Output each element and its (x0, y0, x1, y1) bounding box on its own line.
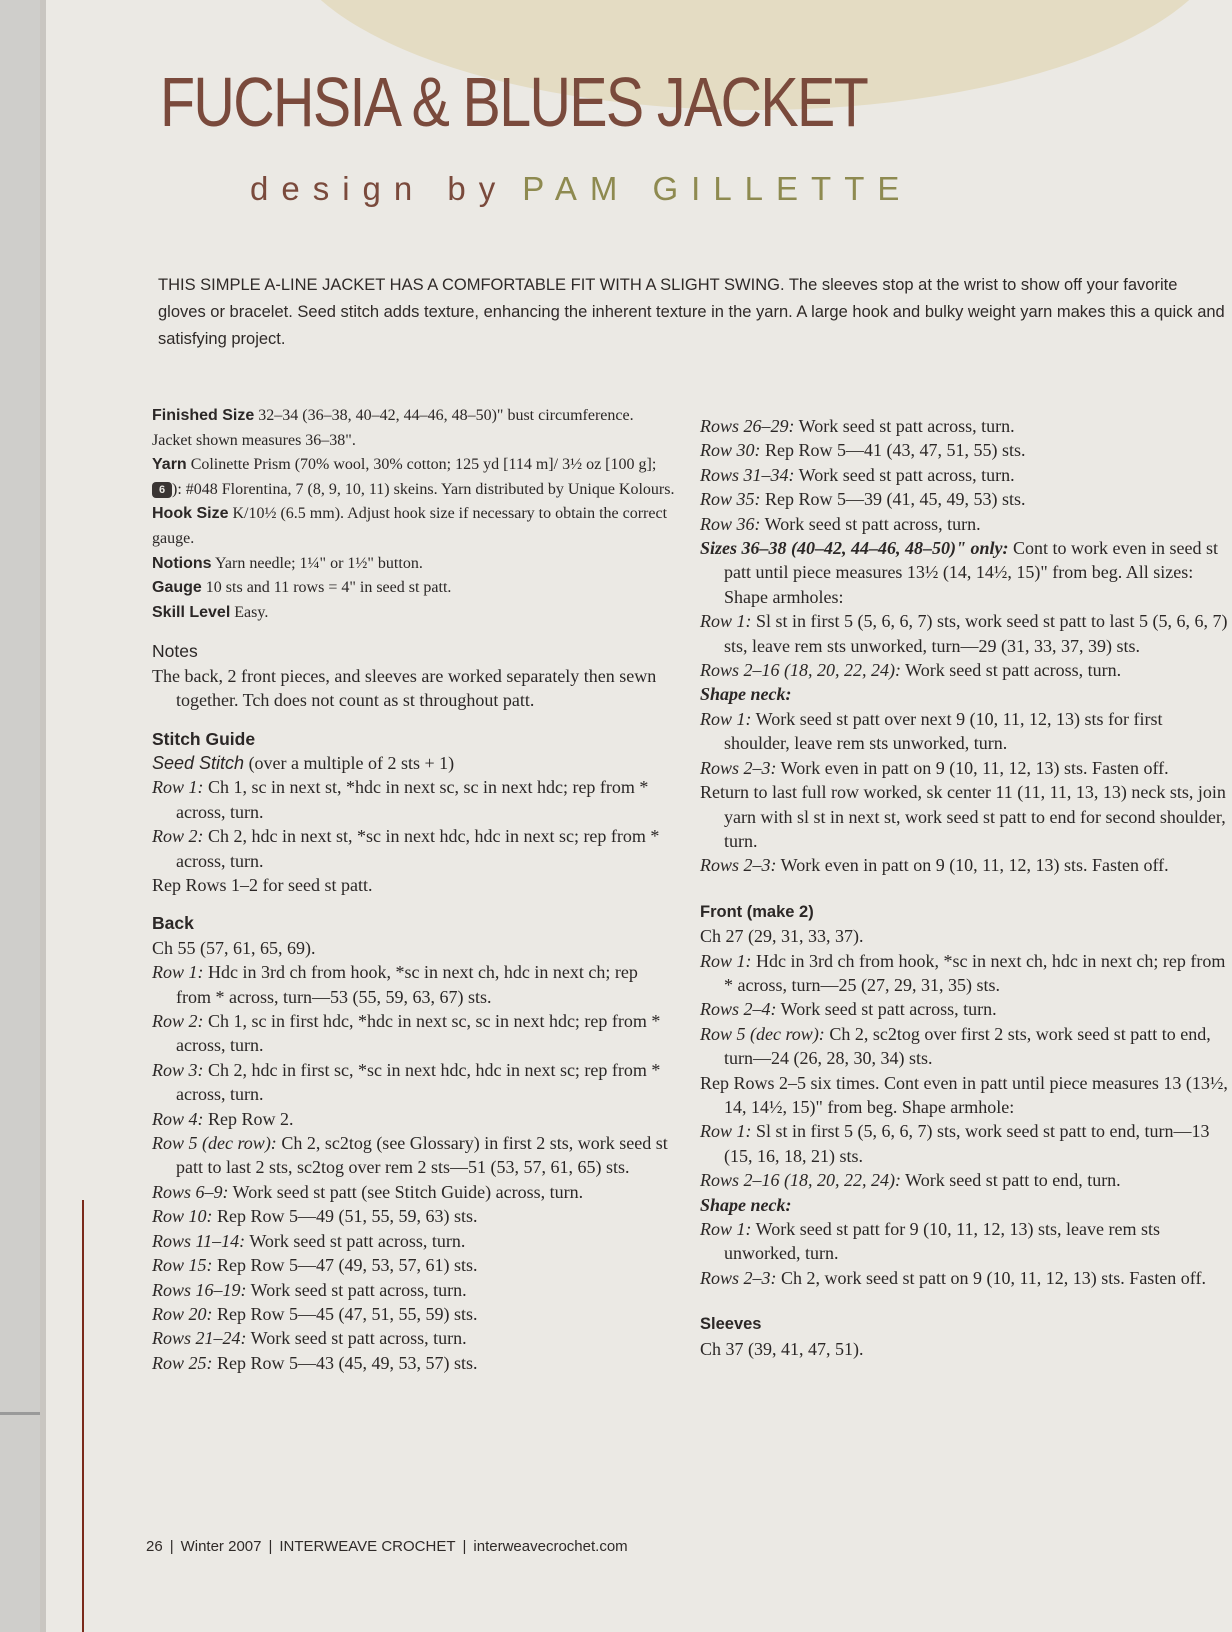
intro-body: The sleeves stop at the wrist to show off your favorite gloves or bracelet. Seed stitch adds texture, enhancing the inherent texture in the yarn. A large hook and bulky weight yarn makes this a quick and satisfying project. (158, 276, 1225, 348)
pattern-row (700, 463, 1230, 487)
magazine-name: INTERWEAVE CROCHET (279, 1538, 456, 1555)
row-label: Shape neck: (700, 684, 792, 705)
pattern-row (700, 487, 1230, 511)
row-label: Row 5 (dec row): (152, 1133, 277, 1154)
pattern-row (152, 1131, 676, 1180)
row-label: Row 1: (152, 962, 204, 983)
row-text: Rep Row 5—45 (47, 51, 55, 59) sts. (212, 1303, 478, 1324)
row-label: Rows 2–3: (700, 757, 777, 778)
pattern-row (700, 658, 1230, 682)
pattern-row (700, 756, 1230, 780)
row-text: Rep Row 5—41 (43, 47, 51, 55) sts. (760, 440, 1026, 461)
row-label: Row 36: (700, 513, 761, 534)
row-label: Row 1: (700, 611, 752, 632)
row-label: Sizes 36–38 (40–42, 44–46, 48–50)" only: (700, 538, 1009, 559)
page-binding-edge (40, 0, 46, 1632)
row-label: Rows 2–3: (700, 1267, 777, 1288)
row-text: Ch 2, sc2tog (see Glossary) in first 2 sts, work seed st patt to last 2 sts, sc2tog over rem 2 sts—51 (53, 57, 61, 65) sts. (176, 1133, 668, 1178)
stitch-guide-rows (152, 775, 676, 897)
pattern-row (700, 609, 1230, 658)
pattern-row (152, 1009, 676, 1058)
row-label: Row 1: (700, 1219, 752, 1239)
pattern-row (152, 775, 676, 824)
pattern-row (700, 924, 1230, 948)
pattern-row (700, 682, 1230, 706)
pattern-row (152, 1180, 676, 1204)
row-label: Rows 16–19: (152, 1279, 247, 1300)
pattern-row (700, 438, 1230, 462)
row-text: Work seed st patt across, turn. (245, 1230, 466, 1251)
intro-paragraph (158, 272, 1228, 353)
row-text: Ch 2, sc2tog over first 2 sts, work seed st patt to end, turn—24 (26, 28, 30, 34) sts. (724, 1023, 1211, 1069)
row-text: Cont to work even in seed st patt until piece measures 13½ (14, 14½, 15)" from beg. All sizes: Shape armholes: (724, 538, 1218, 607)
row-text: Rep Rows 2–5 six times. Cont even in patt until piece measures 13 (13½, 14, 14½, 15)" from beg. Shape armhole: (700, 1072, 1228, 1117)
row-text: Hdc in 3rd ch from hook, *sc in next ch, hdc in next ch; rep from * across, turn—53 (55, 59, 63, 67) sts. (176, 962, 638, 1007)
row-text: Work seed st patt (see Stitch Guide) across, turn. (228, 1181, 584, 1202)
pattern-title: FUCHSIA & BLUES JACKET (160, 63, 868, 141)
pattern-row (700, 1119, 1230, 1168)
pattern-row (152, 1278, 676, 1302)
pattern-row (700, 780, 1230, 853)
pattern-row (152, 1229, 676, 1253)
row-text: Rep Row 2. (203, 1108, 294, 1129)
row-text: Hdc in 3rd ch from hook, *sc in next ch, hdc in next ch; rep from * across, turn—25 (27, 29, 31, 35) sts. (724, 950, 1226, 995)
row-text: Work seed st patt to end, turn. (901, 1170, 1121, 1191)
row-text: Ch 2, hdc in next st, *sc in next hdc, hdc in next sc; rep from * across, turn. (176, 826, 660, 871)
pattern-row (152, 936, 676, 960)
pattern-row (152, 1302, 676, 1326)
row-label: Row 2: (152, 826, 204, 847)
row-text: Work seed st patt for 9 (10, 11, 12, 13) sts, leave rem sts unworked, turn. (724, 1219, 1160, 1264)
row-label: Row 1: (700, 1121, 752, 1142)
row-text: Work seed st patt across, turn. (794, 416, 1015, 436)
front-rows (700, 924, 1230, 1290)
spine-line (82, 1200, 84, 1632)
page-footer: 26 | Winter 2007 | INTERWEAVE CROCHET | interweavecrochet.com (146, 1538, 628, 1555)
row-text: Ch 1, sc in first hdc, *hdc in next sc, sc in next hdc; rep from * across, turn. (176, 1011, 661, 1056)
pattern-row (152, 1058, 676, 1107)
row-text: Work seed st patt across, turn. (794, 464, 1015, 485)
pattern-row (700, 949, 1230, 998)
back-heading: Back (152, 913, 194, 934)
row-text: Work seed st patt across, turn. (760, 513, 981, 534)
spec-gauge: Gauge 10 sts and 11 rows = 4" in seed st patt. (152, 579, 452, 597)
row-label: Rows 31–34: (700, 464, 795, 485)
row-label: Shape neck: (700, 1194, 792, 1215)
pattern-row (152, 960, 676, 1009)
pattern-row (700, 997, 1230, 1021)
issue-date: Winter 2007 (180, 1538, 262, 1555)
pattern-row (700, 707, 1230, 756)
pattern-row (152, 1253, 676, 1277)
pattern-row (700, 1217, 1230, 1266)
row-text: Work seed st patt across, turn. (246, 1279, 467, 1300)
row-text: Work seed st patt over next 9 (10, 11, 12, 13) sts for first shoulder, leave rem sts unworked, turn. (724, 708, 1163, 754)
byline (250, 170, 912, 208)
website: interweavecrochet.com (473, 1538, 628, 1555)
left-column (152, 404, 676, 1375)
row-text: Rep Row 5—39 (41, 45, 49, 53) sts. (760, 489, 1026, 510)
front-heading: Front (make 2) (700, 902, 814, 921)
pattern-row (700, 536, 1230, 609)
row-label: Row 4: (152, 1108, 204, 1129)
stitch-guide-heading: Stitch Guide (152, 728, 256, 749)
row-label: Row 2: (152, 1011, 204, 1032)
pattern-row (700, 414, 1230, 438)
row-text: Ch 1, sc in next st, *hdc in next sc, sc in next hdc; rep from * across, turn. (176, 777, 649, 822)
byline-prefix: design by (250, 170, 509, 207)
row-label: Rows 21–24: (152, 1328, 247, 1349)
pattern-row (700, 853, 1230, 877)
spec-finished-size: Finished Size 32–34 (36–38, 40–42, 44–46, 48–50)" bust circumference. Jacket shown measures 36–38". (152, 407, 634, 449)
row-text: Rep Row 5—43 (45, 49, 53, 57) sts. (212, 1352, 478, 1373)
pattern-row (700, 1337, 1230, 1361)
row-text: Sl st in first 5 (5, 6, 6, 7) sts, work seed st patt to end, turn—13 (15, 16, 18, 21) sts. (724, 1121, 1210, 1166)
row-text: Ch 2, hdc in first sc, *sc in next hdc, hdc in next sc; rep from * across, turn. (176, 1059, 661, 1105)
row-label: Row 10: (152, 1206, 213, 1227)
row-label: Row 35: (700, 489, 761, 510)
row-label: Rows 11–14: (152, 1230, 246, 1251)
row-label: Rows 26–29: (700, 416, 795, 436)
pattern-row (152, 1351, 676, 1375)
row-label: Row 3: (152, 1059, 204, 1080)
pattern-row (700, 1022, 1230, 1071)
pattern-row (700, 1071, 1230, 1120)
row-text: Rep Row 5—47 (49, 53, 57, 61) sts. (212, 1255, 478, 1276)
back-rows (152, 936, 676, 1375)
notes-heading: Notes (152, 641, 198, 662)
page-number: 26 (146, 1538, 163, 1555)
row-text: Work seed st patt across, turn. (901, 660, 1122, 681)
row-text: Ch 27 (29, 31, 33, 37). (700, 926, 864, 947)
pattern-row (700, 1266, 1230, 1290)
adjacent-page-edge (0, 0, 40, 1632)
row-text: Work seed st patt across, turn. (246, 1328, 467, 1349)
designer-name: PAM GILLETTE (522, 170, 913, 207)
pattern-row (700, 1193, 1230, 1217)
row-text: Rep Rows 1–2 for seed st patt. (152, 875, 373, 895)
row-label: Row 1: (700, 708, 752, 729)
spec-yarn: Yarn Colinette Prism (70% wool, 30% cotton; 125 yd [114 m]/ 3½ oz [100 g]; 6 ): #048 Florentina, 7 (8, 9, 10, 11) skeins. Yarn distributed by Unique Kolours. (152, 456, 675, 498)
spec-hook-size: Hook Size K/10½ (6.5 mm). Adjust hook size if necessary to obtain the correct gauge. (152, 505, 668, 547)
notes-text: The back, 2 front pieces, and sleeves are worked separately then sewn together. Tch does not count as st throughout patt. (152, 665, 657, 711)
back-continued-rows (700, 414, 1230, 878)
pattern-row (152, 1107, 676, 1131)
row-text: Rep Row 5—49 (51, 55, 59, 63) sts. (212, 1206, 478, 1227)
pattern-row (152, 1204, 676, 1228)
row-label: Row 20: (152, 1303, 213, 1324)
row-label: Rows 2–16 (18, 20, 22, 24): (700, 1170, 901, 1191)
row-label: Rows 2–3: (700, 855, 777, 876)
spec-skill-level: Skill Level Easy. (152, 603, 269, 621)
row-label: Row 15: (152, 1255, 213, 1276)
page-divider-mark (0, 1412, 40, 1415)
sleeves-heading: Sleeves (700, 1315, 762, 1334)
row-label: Row 1: (700, 950, 752, 971)
stitch-guide-subhead: Seed Stitch (over a multiple of 2 sts + 1) (152, 752, 455, 773)
row-text: Work even in patt on 9 (10, 11, 12, 13) sts. Fasten off. (776, 757, 1169, 778)
pattern-row (700, 512, 1230, 536)
row-label: Rows 6–9: (152, 1181, 229, 1202)
row-label: Rows 2–16 (18, 20, 22, 24): (700, 660, 901, 681)
row-label: Row 30: (700, 440, 761, 461)
row-text: Sl st in first 5 (5, 6, 6, 7) sts, work seed st patt to last 5 (5, 6, 6, 7) sts, leave rem sts unworked, turn—29 (31, 33, 37, 39) sts. (724, 611, 1228, 656)
row-text: Return to last full row worked, sk center 11 (11, 11, 13, 13) neck sts, join yarn with sl st in next st, work seed st patt to end for second shoulder, turn. (700, 782, 1226, 851)
spec-notions: Notions Yarn needle; 1¼" or 1½" button. (152, 554, 423, 572)
pattern-row (152, 873, 676, 897)
row-text: Work seed st patt across, turn. (776, 999, 997, 1020)
sleeves-rows (700, 1337, 1230, 1361)
row-text: Ch 55 (57, 61, 65, 69). (152, 937, 316, 958)
intro-lead: THIS SIMPLE A-LINE JACKET HAS A COMFORTABLE FIT WITH A SLIGHT SWING. (158, 276, 785, 294)
row-label: Row 25: (152, 1352, 213, 1373)
pattern-row (700, 1168, 1230, 1192)
pattern-row (152, 824, 676, 873)
row-label: Row 1: (152, 777, 204, 798)
right-column (700, 414, 1230, 1361)
row-text: Ch 37 (39, 41, 47, 51). (700, 1338, 864, 1359)
row-text: Ch 2, work seed st patt on 9 (10, 11, 12, 13) sts. Fasten off. (776, 1267, 1206, 1288)
row-label: Row 5 (dec row): (700, 1023, 825, 1044)
row-label: Rows 2–4: (700, 999, 777, 1020)
pattern-row (152, 1326, 676, 1350)
row-text: Work even in patt on 9 (10, 11, 12, 13) sts. Fasten off. (776, 855, 1169, 876)
yarn-weight-icon: 6 (152, 482, 172, 498)
